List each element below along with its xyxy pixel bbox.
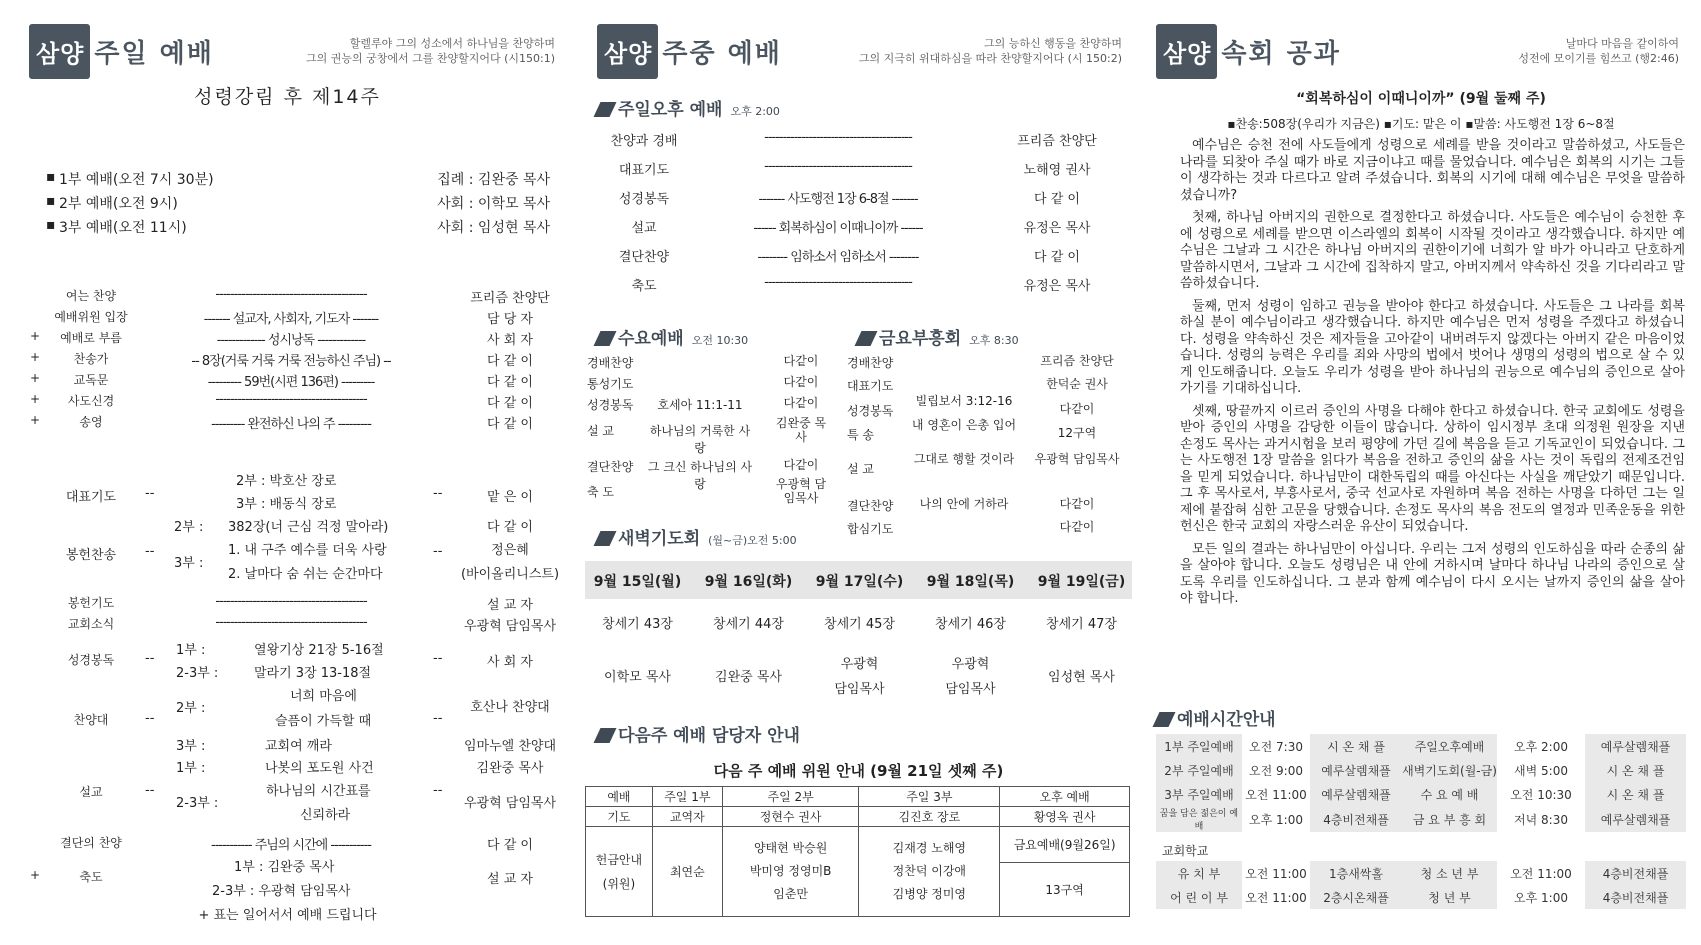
next-week-caption: 다음 주 예배 위원 안내 (9월 21일 셋째 주) — [713, 762, 1004, 780]
table-row — [586, 807, 1130, 827]
table-cell: 금 요 부 흥 회 — [1402, 806, 1497, 832]
dash: -- — [433, 783, 443, 798]
table-cell: 오전 10:30 — [1510, 787, 1572, 802]
stand-mark: + — [30, 329, 41, 343]
section-name: 금요부흥회 — [879, 329, 962, 349]
order-right: 다같이 — [1059, 402, 1095, 416]
offering-part: 2부 : — [174, 520, 204, 535]
order-right: 김완중 목사 — [775, 416, 827, 444]
order-label: 성경봉독 — [67, 653, 115, 667]
table-cell: 오후 2:00 — [1514, 739, 1568, 754]
table-cell: 오전 11:00 — [1510, 866, 1572, 881]
cell-lesson-column — [1142, 0, 1701, 945]
lesson-paragraph: 첫째, 하나님 아버지의 권한으로 결정한다고 하셨습니다. 사도들은 예수님이 승천한 후에 성령으로 세례를 받으면 이스라엘의 회복이 시작될 것이라고 생각했습니다. 하지만 예수님은 그날과 그 시간은 하나님 아버지의 권한이기에 너희가 알 바가 아니라고 단호하게 말씀하시면서, 그날과 그 시간에 집착하지 말고, 아버지께서 약속하신 것을 기다리라고 말씀하셨습니다. — [1180, 210, 1685, 291]
order-right: 설 교 자 — [487, 872, 533, 887]
sunday-heading: 성령강림 후 제14주 — [194, 86, 381, 108]
verse-line: 할렐루야 그의 성소에서 하나님을 찬양하며 — [349, 37, 555, 50]
table-cell: 어 린 이 부 — [1156, 885, 1242, 909]
table-cell: 기도 — [586, 807, 653, 827]
section-title: 속회 공과 — [1221, 38, 1341, 69]
order-right: 우광혁 담임목사 — [775, 477, 827, 505]
order-mid: 나의 안에 거하라 — [919, 497, 1009, 511]
service-name: 3부 예배(오전 11시) — [59, 220, 187, 236]
dawn-day: 9월 19일(금) — [1037, 574, 1126, 590]
dash: -- — [145, 486, 155, 501]
service-bullet-icon: ▪ — [46, 169, 56, 185]
offering-song: 1. 내 구주 예수를 더욱 사랑 — [228, 543, 387, 558]
order-label: 대표기도 — [618, 163, 670, 178]
lesson-body — [1180, 138, 1685, 608]
dawn-day: 9월 16일(화) — [704, 574, 793, 590]
dawn-leader: 우광혁 — [951, 657, 990, 672]
table-cell: 새벽기도회(월-금) — [1402, 758, 1497, 782]
order-mid: -- 8장(거룩 거룩 거룩 전능하신 주님) -- — [191, 354, 391, 369]
worship-times-table — [1156, 734, 1686, 832]
section-name: 주일오후 예배 — [618, 100, 723, 120]
sermon-part: 2-3부 : — [176, 796, 219, 811]
order-right: 다 같 이 — [487, 838, 533, 853]
order-label: 봉헌찬송 — [65, 548, 117, 563]
offer-names: 정찬덕 이강애 — [892, 864, 967, 878]
table-cell: 2층시온채플 — [1310, 885, 1402, 909]
reading-text: 말라기 3장 13-18절 — [254, 666, 372, 681]
dash: -- — [433, 711, 443, 726]
order-mid: ---------------------------------------- — [764, 130, 912, 145]
order-label: 축도 — [79, 870, 103, 884]
order-right: 맡 은 이 — [487, 490, 533, 505]
table-cell: 새벽 5:00 — [1514, 763, 1568, 778]
table-row — [1156, 782, 1686, 806]
verse-line: 성전에 모이기를 힘쓰고 (행2:46) — [1518, 52, 1679, 65]
table-cell: 최연순 — [652, 827, 722, 917]
section-slash-icon — [594, 331, 617, 346]
service-role: 사회 : 임성현 목사 — [437, 220, 550, 236]
verse-line: 날마다 마음을 같이하여 — [1565, 37, 1679, 50]
verse-line: 그의 능하신 행동을 찬양하며 — [983, 37, 1122, 50]
reading-part: 1부 : — [176, 643, 206, 658]
table-cell: 시 온 채 플 — [1585, 782, 1686, 806]
dawn-day: 9월 18일(목) — [926, 574, 1015, 590]
section-slash-icon — [855, 331, 878, 346]
verse-line: 그의 권능의 궁창에서 그를 찬양할지어다 (시150:1) — [305, 52, 555, 65]
dawn-leader: 담임목사 — [834, 682, 885, 697]
order-right: 프리즘 찬양단 — [1040, 354, 1114, 368]
sermon-title: 나봇의 포도원 사건 — [265, 761, 374, 776]
table-cell: 13구역 — [1000, 863, 1130, 917]
service-name: 1부 예배(오전 7시 30분) — [59, 172, 214, 188]
section-time: (월~금)오전 5:00 — [708, 534, 797, 547]
section-time: 오후 2:00 — [730, 105, 780, 118]
prayer-line: 2부 : 박호산 장로 — [236, 474, 337, 489]
service-role: 집례 : 김완중 목사 — [437, 172, 550, 188]
church-school-label: 교회학교 — [1162, 844, 1209, 858]
lesson-paragraph: 둘째, 먼저 성령이 임하고 권능을 받아야 한다고 하셨습니다. 사도들은 그 나라를 회복하실 분이 예수님이라고 생각했습니다. 하지만 예수님은 먼저 성령을 주겠다고 하셨습니다. 성령을 약속하신 것은 제자들을 고아같이 내버려두지 않겠다는 아버지 같은 마음이었습니다. 성령의 능력은 우리를 죄와 사망의 법에서 벗어나 생명의 성령의 법으로 살 수 있게 인도해줍니다. 오늘도 우리가 성령을 받아 하나님의 권능으로 예수님의 증인으로 살아가기를 기대하십니다. — [1180, 298, 1685, 396]
lesson-paragraph: 셋째, 땅끝까지 이르러 증인의 사명을 다해야 한다고 하셨습니다. 한국 교회에도 성령을 받아 증인의 사명을 감당한 이들이 많습니다. 상하이 임시정부 초대 의정원 원장을 지낸 손정도 목사는 과거시험을 보러 평양에 가던 길에 복음을 듣고 기독교인이 되었습니다. 그는 사도행전 1장 말씀을 읽다가 복음을 전하고 증인의 삶을 사는 것이 독립의 전제조건임을 믿게 되었습니다. 하나님만이 대한독립의 때를 아신다는 사실을 깨닫았기 때문입니다. 그 후 목사로서, 부흥사로서, 중국 선교사로 자원하며 복음 전하는 사명을 다하던 그는 일제에 붙잡혀 심한 고문을 당했습니다. 손정도 목사의 복음 전도의 열정과 민족운동을 위한 헌신은 한국 교회의 자랑스러운 유산이 되었습니다. — [1180, 403, 1685, 534]
table-cell: 오전 11:00 — [1245, 890, 1307, 905]
choir-song: 교회여 깨라 — [265, 739, 332, 754]
table-cell: 오전 9:00 — [1249, 763, 1303, 778]
order-label: 결단의 찬양 — [60, 836, 122, 850]
order-mid: ------- 사도행전 1장 6-8절 ------- — [758, 192, 918, 207]
section-title: 주일 예배 — [94, 38, 214, 69]
section-slash-icon — [1153, 712, 1176, 727]
order-label: 사도신경 — [67, 394, 115, 408]
choir-part: 2부 : — [176, 701, 206, 716]
service-name: 2부 예배(오전 9시) — [59, 196, 178, 212]
order-right: 다같이 — [783, 375, 819, 389]
table-cell — [586, 827, 653, 917]
table-cell: 1부 주일예배 — [1156, 734, 1242, 758]
section-name: 새벽기도회 — [618, 529, 701, 549]
table-cell: 오후 1:00 — [1249, 812, 1303, 827]
order-right: 다 같 이 — [487, 375, 533, 390]
order-label: 특 송 — [847, 428, 874, 442]
table-cell: 김진호 장로 — [859, 807, 1000, 827]
weekday-worship-column — [575, 0, 1142, 945]
lesson-paragraph: 모든 일의 결과는 하나님만이 아십니다. 우리는 그저 성령의 인도하심을 따라 순종의 삶을 살아야 합니다. 오늘도 성령님은 내 안에 거하시며 날마다 하나님 나라의 증인으로 살도록 우리를 인도하십니다. 그 분과 함께 예수님이 다시 오시는 날까지 증인의 삶을 살아야 합니다. — [1180, 541, 1685, 606]
order-label: 대표기도 — [847, 379, 894, 393]
table-cell: 금요예배(9월26일) — [1000, 827, 1130, 863]
order-label: 성경봉독 — [587, 398, 634, 412]
table-cell: 예배 — [586, 787, 653, 807]
dawn-day: 9월 17일(수) — [815, 574, 904, 590]
dash: -- — [145, 544, 155, 559]
header-verse — [859, 36, 1122, 66]
table-row — [1156, 758, 1686, 782]
order-right: 다같이 — [783, 458, 819, 472]
order-right: 다 같 이 — [487, 354, 533, 369]
order-right: 사 회 자 — [487, 655, 533, 670]
order-mid: --------- 59번(시편 136편) --------- — [207, 375, 375, 390]
table-cell: 오후 1:00 — [1514, 890, 1568, 905]
table-cell — [859, 827, 1000, 917]
order-mid: 빌립보서 3:12-16 — [915, 394, 1013, 408]
table-cell: 주일 2부 — [722, 787, 859, 807]
order-label: 설 교 — [847, 462, 874, 476]
table-cell: 예루살렘채플 — [1585, 734, 1686, 758]
section-title: 주중 예배 — [662, 38, 782, 69]
reading-part: 2-3부 : — [176, 666, 219, 681]
order-label: 성경봉독 — [618, 192, 670, 207]
order-right: 사 회 자 — [487, 333, 533, 348]
order-mid: -------- 임하소서 임하소서 -------- — [757, 250, 919, 265]
order-right: 다 같 이 — [487, 520, 533, 535]
stand-note: + 표는 일어서서 예배 드립니다 — [198, 908, 377, 923]
order-mid: 내 영혼이 은총 입어 — [911, 418, 1017, 432]
order-label: 봉헌기도 — [67, 596, 115, 610]
order-right: 우광혁 담임목사 — [463, 619, 557, 634]
order-right: 유정은 목사 — [1023, 279, 1091, 294]
section-slash-icon — [594, 531, 617, 546]
order-right: 다같이 — [783, 396, 819, 410]
church-school-table — [1156, 861, 1686, 909]
order-mid: ----------------------------------------- — [215, 392, 367, 407]
table-cell: 예루살렘채플 — [1585, 806, 1686, 832]
performer: 정은혜 — [491, 543, 529, 558]
order-right: 다같이 — [1059, 497, 1095, 511]
lesson-title: “회복하심이 이때니이까” (9월 둘째 주) — [1296, 91, 1546, 107]
order-label: 통성기도 — [587, 377, 634, 391]
reading-text: 열왕기상 21장 5-16절 — [254, 643, 384, 658]
order-label: 교독문 — [73, 373, 109, 387]
order-label: 교회소식 — [67, 617, 115, 631]
table-cell: 꿈을 담은 젊은이 예배 — [1156, 806, 1242, 832]
order-label: 경배찬양 — [847, 356, 894, 370]
table-cell: 오후 예배 — [1000, 787, 1130, 807]
performer-role: (바이올리니스트) — [460, 567, 560, 582]
table-cell: 시 온 채 플 — [1310, 734, 1402, 758]
order-mid: 그 크신 하나님의 사랑 — [647, 460, 753, 491]
order-label: 예배위원 입장 — [54, 310, 128, 324]
order-right: 프리즘 찬양단 — [1017, 134, 1097, 149]
dawn-text: 창세기 43장 — [602, 617, 673, 632]
order-mid: 하나님의 거룩한 사랑 — [649, 424, 751, 455]
table-cell: 저녁 8:30 — [1514, 812, 1568, 827]
order-mid: ---------------------------------------- — [764, 275, 912, 290]
order-right: 12구역 — [1057, 426, 1097, 440]
dawn-leader: 김완중 목사 — [715, 670, 782, 685]
order-label: 축도 — [631, 279, 657, 294]
dash: -- — [433, 651, 443, 666]
section-slash-icon — [594, 728, 617, 743]
lesson-header — [1156, 22, 1687, 80]
dawn-text: 창세기 46장 — [935, 617, 1006, 632]
preacher: 우광혁 담임목사 — [463, 796, 557, 811]
choir-song: 슬픔이 가득할 때 — [275, 714, 372, 729]
header-verse — [306, 36, 555, 66]
stand-mark: + — [30, 413, 41, 427]
table-cell: 유 치 부 — [1156, 861, 1242, 885]
order-mid: ------------- 성시낭독 ------------- — [216, 333, 366, 348]
order-right: 유정은 목사 — [1023, 221, 1091, 236]
order-right: 설 교 자 — [487, 598, 533, 613]
table-cell: 주일 1부 — [652, 787, 722, 807]
dawn-leader: 이학모 목사 — [604, 670, 671, 685]
order-label: 축 도 — [587, 485, 614, 499]
offer-names: 김병양 정미영 — [892, 887, 967, 901]
benediction-line: 2-3부 : 우광혁 담임목사 — [212, 884, 351, 899]
table-cell: 예루살렘채플 — [1310, 782, 1402, 806]
order-mid: ----------- 주님의 시간에 ----------- — [211, 838, 371, 853]
table-cell: 정현수 권사 — [722, 807, 859, 827]
dawn-leader: 담임목사 — [945, 682, 996, 697]
table-cell: 주일오후예배 — [1402, 734, 1497, 758]
verse-line: 그의 지극히 위대하심을 따라 찬양할지어다 (시 150:2) — [858, 52, 1122, 65]
table-cell: 2부 주일예배 — [1156, 758, 1242, 782]
order-label: 찬양대 — [73, 713, 109, 727]
table-cell: 4층비전채플 — [1585, 885, 1686, 909]
order-label: 예배로 부름 — [60, 331, 122, 345]
order-label: 대표기도 — [65, 490, 117, 505]
dawn-leader: 임성현 목사 — [1048, 670, 1115, 685]
next-week-table — [585, 786, 1130, 917]
table-row — [1156, 806, 1686, 832]
order-right: 다같이 — [783, 354, 819, 368]
lesson-meta: ▪찬송:508장(우리가 지금은) ▪기도: 맡은 이 ▪말씀: 사도행전 1장 6~8절 — [1227, 117, 1615, 131]
section-time: 오전 10:30 — [691, 334, 749, 347]
order-right: 한덕순 권사 — [1046, 377, 1108, 391]
order-label: 설 교 — [587, 424, 614, 438]
choir-name: 임마누엘 찬양대 — [463, 739, 557, 754]
offer-names: 박미영 정영미B — [749, 864, 832, 878]
order-mid: ------ 회복하심이 이때니이까 ------ — [753, 221, 923, 236]
lesson-paragraph: 예수님은 승천 전에 사도들에게 성령으로 세례를 받을 것이라고 말씀하셨고, 사도들은 나라를 되찾아 주실 때가 바로 지금이냐고 때를 물었습니다. 예수님은 회복의 시기는 그들이 생각하는 것과 다르다고 알려 주셨습니다. 회복의 시기에 대해 예수님은 무엇을 말씀하셨습니까? — [1180, 138, 1685, 203]
order-label: 설교 — [79, 785, 103, 799]
section-slash-icon — [594, 102, 617, 117]
prayer-line: 3부 : 배동식 장로 — [236, 497, 337, 512]
offer-label: (위원) — [602, 876, 636, 891]
dawn-leader: 우광혁 — [840, 657, 879, 672]
order-right: 다 같 이 — [1034, 192, 1080, 207]
weekday-logo — [597, 24, 782, 78]
table-row — [1156, 861, 1686, 885]
preacher: 김완중 목사 — [476, 761, 544, 776]
table-cell: 오전 11:00 — [1245, 866, 1307, 881]
sermon-title: 신뢰하라 — [300, 808, 351, 823]
brand-badge: 삼양 — [597, 24, 658, 79]
sermon-title: 하나님의 시간표를 — [266, 784, 371, 799]
order-right: 우광혁 담임목사 — [1034, 452, 1120, 466]
table-cell: 시 온 채 플 — [1585, 758, 1686, 782]
wednesday-title — [597, 324, 748, 349]
order-label: 성경봉독 — [847, 404, 894, 418]
dash: -- — [145, 783, 155, 798]
service-bullet-icon: ▪ — [46, 193, 56, 209]
dash: -- — [433, 544, 443, 559]
table-cell: 4층비전채플 — [1585, 861, 1686, 885]
dash: -- — [145, 711, 155, 726]
order-label: 찬양과 경배 — [610, 134, 678, 149]
dawn-text: 창세기 45장 — [824, 617, 895, 632]
order-right: 다 같 이 — [487, 396, 533, 411]
sunday-worship-column — [0, 0, 575, 945]
order-right: 노해영 권사 — [1023, 163, 1091, 178]
table-row — [586, 787, 1130, 807]
stand-mark: + — [30, 371, 41, 385]
order-mid: ----------------------------------------- — [215, 594, 367, 609]
sunday-header — [29, 22, 563, 80]
order-label: 합심기도 — [847, 522, 894, 536]
table-row — [586, 827, 1130, 863]
order-right: 담 당 자 — [487, 312, 533, 327]
order-label: 찬송가 — [73, 352, 109, 366]
dawn-text: 창세기 47장 — [1046, 617, 1117, 632]
offering-song: 2. 날마다 숨 쉬는 순간마다 — [228, 567, 383, 582]
order-label: 결단찬양 — [587, 460, 634, 474]
weekday-header — [597, 22, 1130, 80]
offer-names: 김재경 노해영 — [892, 841, 967, 855]
table-cell: 청 년 부 — [1402, 885, 1497, 909]
stand-mark: + — [30, 350, 41, 364]
stand-mark: + — [30, 392, 41, 406]
dawn-day: 9월 15일(월) — [593, 574, 682, 590]
order-mid: ---------------------------------------- — [764, 159, 912, 174]
lesson-logo — [1156, 24, 1341, 78]
brand-badge: 삼양 — [29, 24, 90, 79]
offer-names: 양태현 박승원 — [753, 841, 828, 855]
dawn-text: 창세기 44장 — [713, 617, 784, 632]
order-label: 결단찬양 — [847, 499, 894, 513]
dawn-prayer-title — [597, 524, 797, 549]
table-cell — [722, 827, 859, 917]
order-mid: --------- 완전하신 나의 주 --------- — [211, 417, 371, 432]
table-cell: 1층새싹홀 — [1310, 861, 1402, 885]
offer-label: 헌금안내 — [595, 852, 643, 867]
brand-badge: 삼양 — [1156, 24, 1217, 79]
service-bullet-icon: ▪ — [46, 217, 56, 233]
table-cell: 교역자 — [652, 807, 722, 827]
table-cell: 3부 주일예배 — [1156, 782, 1242, 806]
dash: -- — [433, 486, 443, 501]
table-cell: 4층비전채플 — [1310, 806, 1402, 832]
table-row — [1156, 734, 1686, 758]
worship-times-title — [1156, 705, 1276, 730]
dash: -- — [145, 651, 155, 666]
section-name: 다음주 예배 담당자 안내 — [618, 726, 800, 746]
next-week-title — [597, 721, 800, 746]
sunday-logo — [29, 24, 214, 78]
choir-name: 호산나 찬양대 — [470, 700, 550, 715]
table-cell: 주일 3부 — [859, 787, 1000, 807]
stand-mark: + — [30, 868, 41, 882]
choir-song: 너희 마음에 — [290, 689, 357, 704]
offering-hymn: 382장(너 근심 걱정 말아라) — [228, 520, 389, 535]
section-name: 수요예배 — [618, 329, 684, 349]
benediction-line: 1부 : 김완중 목사 — [234, 860, 335, 875]
table-row — [1156, 885, 1686, 909]
service-role: 사회 : 이학모 목사 — [437, 196, 550, 212]
choir-part: 3부 : — [176, 739, 206, 754]
order-label: 설교 — [631, 221, 657, 236]
order-right: 다 같 이 — [487, 417, 533, 432]
order-label: 여는 찬양 — [65, 289, 117, 303]
table-cell: 오전 11:00 — [1245, 787, 1307, 802]
order-label: 결단찬양 — [618, 250, 670, 265]
sunday-afternoon-title — [597, 95, 780, 120]
order-right: 다같이 — [1059, 520, 1095, 534]
table-cell: 청 소 년 부 — [1402, 861, 1497, 885]
section-time: 오후 8:30 — [969, 334, 1019, 347]
order-mid: 호세아 11:1-11 — [657, 398, 743, 412]
sermon-part: 1부 : — [176, 761, 206, 776]
section-name: 예배시간안내 — [1177, 710, 1276, 730]
order-mid: 그대로 행할 것이라 — [913, 452, 1015, 466]
order-right: 프리즘 찬양단 — [470, 291, 550, 306]
order-mid: ----------------------------------------- — [215, 615, 367, 630]
table-cell: 예루살렘채플 — [1310, 758, 1402, 782]
table-cell: 수 요 예 배 — [1402, 782, 1497, 806]
order-mid: ----------------------------------------- — [215, 287, 367, 302]
table-cell: 오전 7:30 — [1249, 739, 1303, 754]
table-cell: 황영옥 권사 — [1000, 807, 1130, 827]
order-right: 다 같 이 — [1034, 250, 1080, 265]
offer-names: 임춘만 — [773, 887, 809, 901]
header-verse — [1518, 36, 1679, 66]
offering-part: 3부 : — [174, 556, 204, 571]
order-label: 송영 — [79, 415, 103, 429]
friday-title — [858, 324, 1019, 349]
order-mid: ------- 설교자, 사회자, 기도자 ------- — [203, 312, 379, 327]
order-label: 경배찬양 — [587, 356, 634, 370]
